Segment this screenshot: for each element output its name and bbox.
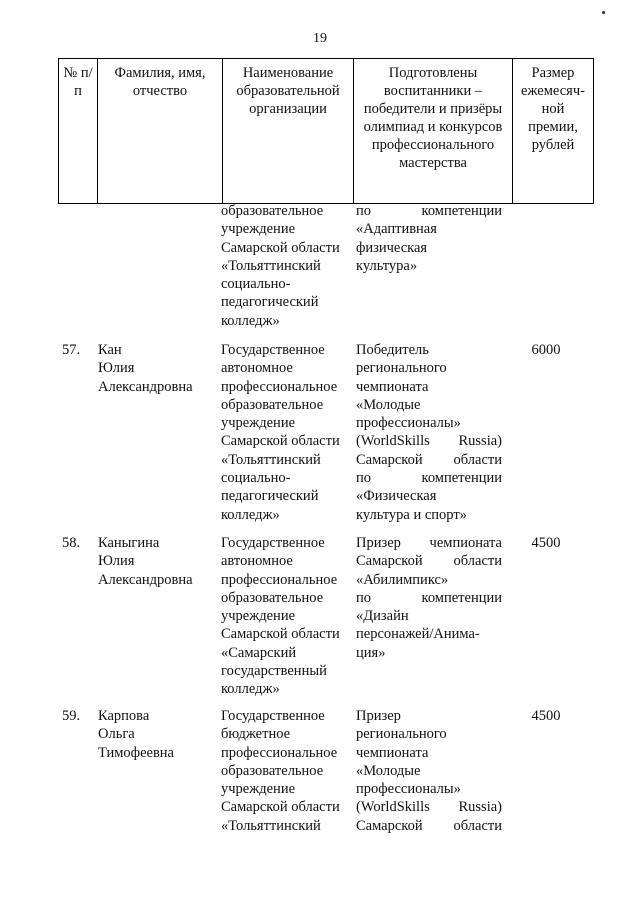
prep-line: «Молодые (356, 762, 421, 779)
org-line: профессиональное (221, 744, 338, 761)
org-line: Самарской области (221, 626, 340, 643)
prep-cell (356, 534, 502, 662)
org-line: Самарской области (221, 799, 340, 816)
table-header (58, 58, 594, 204)
prep-line: культура» (356, 257, 418, 274)
org-line: Государственное (221, 535, 325, 551)
org-cell (221, 707, 349, 835)
org-line: образовательное (221, 396, 324, 413)
row-number: 57. (62, 342, 81, 358)
name-line: Тимофеевна (98, 744, 174, 761)
org-line: образовательное (221, 203, 324, 219)
prep-line: чемпионата (356, 744, 429, 761)
org-line: «Тольяттинский (221, 257, 321, 274)
name-line: Александровна (98, 378, 193, 395)
org-line: колледж» (221, 681, 280, 698)
header-prepared: Подготовлены воспитанники – победители и призёры олимпиад и конкурсов профессионального мастерства (354, 59, 513, 204)
org-line: «Тольяттинский (221, 451, 321, 468)
org-line: государственный (221, 663, 327, 680)
org-line: Государственное (221, 708, 325, 724)
prep-line: «Абилимпикс» (356, 571, 449, 588)
row-number: 59. (62, 708, 81, 724)
org-line: автономное (221, 553, 293, 570)
name-line: Александровна (98, 571, 193, 588)
prep-line: (WorldSkills Russia) (356, 799, 502, 816)
prep-line: Самарской области (356, 553, 502, 570)
prep-cell (356, 202, 502, 275)
org-line: «Тольяттинский (221, 817, 321, 834)
prize-value: 4500 (531, 708, 561, 724)
name-line: Каныгина (98, 535, 160, 551)
prep-cell (356, 707, 502, 835)
org-line: образовательное (221, 762, 324, 779)
prep-line: «Дизайн (356, 608, 409, 625)
org-line: профессиональное (221, 571, 338, 588)
org-line: колледж» (221, 312, 280, 329)
org-line: профессиональное (221, 378, 338, 395)
page-number: 19 (313, 31, 327, 46)
org-cell (221, 534, 349, 699)
org-line: учреждение (221, 415, 296, 432)
prep-line: регионального (356, 726, 447, 743)
prep-line: чемпионата (356, 378, 429, 395)
name-line: Карпова (98, 708, 150, 724)
prep-line: физическая (356, 239, 428, 256)
name-cell (98, 341, 216, 396)
org-line: социально- (221, 276, 291, 293)
org-line: Самарской области (221, 239, 340, 256)
prize-value: 4500 (531, 535, 561, 551)
org-line: автономное (221, 360, 293, 377)
scan-speck (602, 11, 605, 14)
prep-line: Самарской области (356, 817, 502, 834)
prep-line: «Физическая (356, 488, 437, 505)
org-line: образовательное (221, 589, 324, 606)
org-cell (221, 202, 349, 330)
org-line: педагогический (221, 488, 319, 505)
prep-line: «Адаптивная (356, 221, 437, 238)
prep-line: регионального (356, 360, 447, 377)
org-line: Самарской области (221, 433, 340, 450)
org-line: учреждение (221, 608, 296, 625)
prep-line: по компетенции (356, 203, 502, 219)
org-line: учреждение (221, 221, 296, 238)
prep-line: ция» (356, 644, 386, 661)
prep-line: персонажей/Анима- (356, 626, 480, 643)
name-cell (98, 707, 216, 762)
name-line: Юлия (98, 553, 135, 570)
name-line: Ольга (98, 726, 135, 743)
row-number: 58. (62, 535, 81, 551)
org-line: бюджетное (221, 726, 291, 743)
org-cell (221, 341, 349, 524)
prep-cell (356, 341, 502, 524)
org-line: педагогический (221, 294, 319, 311)
name-cell (98, 534, 216, 589)
prep-line: культура и спорт» (356, 506, 467, 523)
org-line: социально- (221, 470, 291, 487)
header-org: Наименование образовательной организации (223, 59, 354, 204)
name-line: Юлия (98, 360, 135, 377)
org-line: колледж» (221, 506, 280, 523)
header-no: № п/п (59, 59, 98, 204)
org-line: учреждение (221, 781, 296, 798)
prep-line: Победитель (356, 342, 429, 358)
prep-line: «Молодые (356, 396, 421, 413)
header-prize: Размер ежемесяч-ной премии, рублей (513, 59, 594, 204)
prep-line: по компетенции (356, 470, 502, 487)
prep-line: Самарской области (356, 451, 502, 468)
name-line: Кан (98, 342, 122, 358)
header-name: Фамилия, имя, отчество (98, 59, 223, 204)
prep-line: Призер чемпионата (356, 535, 502, 551)
org-line: Государственное (221, 342, 325, 358)
prep-line: Призер (356, 708, 401, 724)
prep-line: (WorldSkills Russia) (356, 433, 502, 450)
prize-value: 6000 (531, 342, 561, 358)
prep-line: профессионалы» (356, 415, 461, 432)
prep-line: профессионалы» (356, 781, 461, 798)
org-line: «Самарский (221, 644, 297, 661)
prep-line: по компетенции (356, 589, 502, 606)
